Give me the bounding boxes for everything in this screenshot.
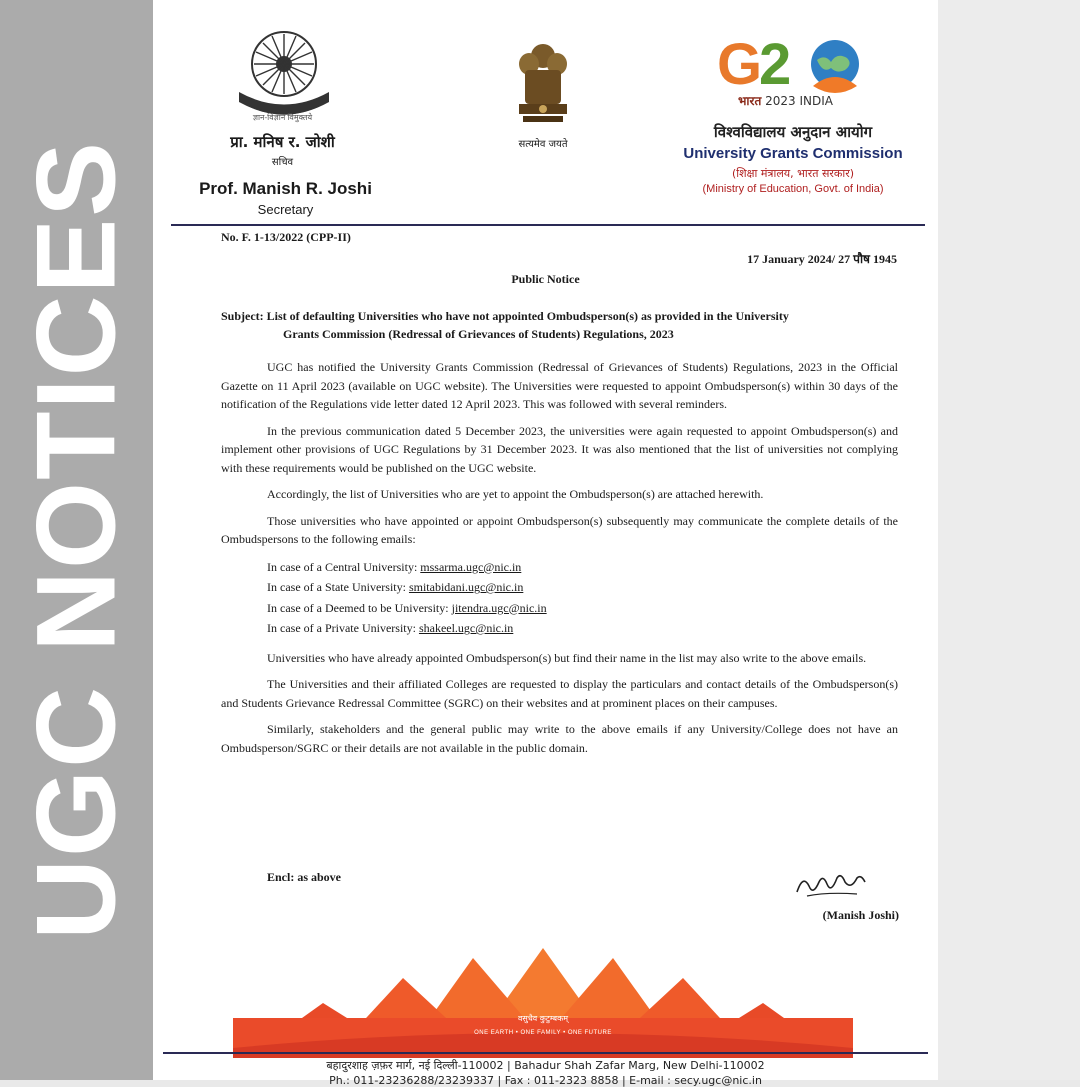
notice-subject: [221, 307, 897, 343]
g20-letter-g: G: [717, 32, 763, 97]
side-banner-text: UGC NOTICES: [13, 140, 139, 940]
footer-divider: [163, 1052, 928, 1054]
ugc-name-hindi: विश्वविद्यालय अनुदान आयोग: [713, 123, 873, 141]
email-private: [267, 618, 898, 639]
secretary-title: Secretary: [257, 202, 314, 217]
secretary-name: Prof. Manish R. Joshi: [199, 179, 372, 198]
paragraph-2: In the previous communication dated 5 December 2023, the universities were again requested to appoint Ombudsperson(s) and implement other provisions of UGC Regulations by 31 December 2023. It was also mentioned that the list of universities not complying with these requirements would be published on the UGC website.: [221, 423, 898, 475]
ugc-motto: ज्ञान-विज्ञान विमुक्तये: [252, 113, 313, 122]
g20-year: 2023 INDIA: [765, 94, 833, 108]
side-banner: [0, 0, 153, 1080]
g20-subtitle: [738, 92, 868, 109]
footer-address: बहादुरशाह ज़फ़र मार्ग, नई दिल्ली-110002 | Bahadur Shah Zafar Marg, New Delhi-110002: [326, 1059, 765, 1072]
ministry-hindi: (शिक्षा मंत्रालय, भारत सरकार): [731, 167, 855, 180]
footer-contact: Ph.: 011-23236288/23239337 | Fax : 011-2323 8858 | E-mail : secy.ugc@nic.in: [329, 1074, 762, 1087]
notice-document: [153, 0, 938, 1087]
paragraph-7: Similarly, stakeholders and the general public may write to the above emails if any University/College does not have an Ombudsperson/SGRC or their details are not available in the public domain.: [221, 722, 898, 755]
paragraph-6: The Universities and their affiliated Colleges are requested to display the particulars and contact details of the Ombudsperson(s) and Students Grievance Redressal Committee (SGRC) on their websites and at prominent places on their campuses.: [221, 677, 898, 710]
paragraph-3: Accordingly, the list of Universities who are yet to appoint the Ombudsperson(s) are attached herewith.: [267, 487, 764, 501]
email-state: [267, 577, 898, 598]
notice-title: Public Notice: [511, 272, 580, 286]
ugc-name: University Grants Commission: [683, 145, 903, 162]
footer-motto-hindi: वसुधैव कुटुम्बकम्: [517, 1014, 569, 1023]
g20-bharat: भारत: [738, 94, 762, 108]
footer-tagline: ONE EARTH • ONE FAMILY • ONE FUTURE: [474, 1030, 612, 1036]
secretary-title-hindi: सचिव: [271, 157, 294, 168]
enclosure-note: Encl: as above: [267, 870, 342, 884]
header-divider: [171, 224, 925, 226]
signature-icon: [793, 866, 873, 906]
email-label: In case of a Central University:: [267, 559, 421, 574]
notice-body: [221, 358, 898, 765]
subject-line-1: Subject: List of defaulting Universities who have not appointed Ombudsperson(s) as provided in the University: [221, 309, 789, 323]
notice-date: 17 January 2024/ 27 पौष 1945: [747, 252, 897, 266]
email-deemed: [267, 598, 898, 619]
email-label: In case of a Private University:: [267, 621, 419, 635]
ministry-name: (Ministry of Education, Govt. of India): [702, 183, 884, 195]
right-margin: [938, 0, 1080, 1080]
email-link[interactable]: jitendra.ugc@nic.in: [451, 600, 547, 615]
lotus-footer-graphic: [233, 948, 853, 1058]
secretary-name-hindi: प्रा. मनिष र. जोशी: [230, 133, 335, 151]
email-label: In case of a State University:: [267, 580, 409, 594]
emblem-motto: सत्यमेव जयते: [518, 139, 568, 150]
email-link[interactable]: mssarma.ugc@nic.in: [420, 559, 522, 574]
paragraph-4: Those universities who have appointed or appoint Ombudsperson(s) subsequently may communicate the complete details of the Ombudspersons to the following emails:: [221, 513, 898, 546]
signatory-name: (Manish Joshi): [822, 908, 899, 922]
email-list: [267, 557, 898, 639]
subject-line-2: Grants Commission (Redressal of Grievances of Students) Regulations, 2023: [283, 327, 674, 341]
g20-digit-2: 2: [759, 32, 792, 97]
national-emblem-icon: [511, 38, 575, 134]
email-link[interactable]: shakeel.ugc@nic.in: [418, 621, 514, 635]
paragraph-1: UGC has notified the University Grants Commission (Redressal of Grievances of Students) Regulations, 2023 in the Official Gazette on 11 April 2023 (available on UGC website). The Universities were requested to appoint Ombudsperson(s) within 30 days of the notification of the Regulations vide letter dated 12 April 2023. This was followed with several reminders.: [221, 360, 898, 411]
paragraph-5: Universities who have already appointed Ombudsperson(s) but find their name in the list may also write to the above emails.: [267, 650, 867, 665]
email-central: [267, 557, 898, 578]
email-link[interactable]: smitabidani.ugc@nic.in: [408, 580, 524, 594]
file-number: No. F. 1-13/2022 (CPP-II): [221, 230, 351, 244]
email-label: In case of a Deemed to be University:: [267, 600, 452, 615]
